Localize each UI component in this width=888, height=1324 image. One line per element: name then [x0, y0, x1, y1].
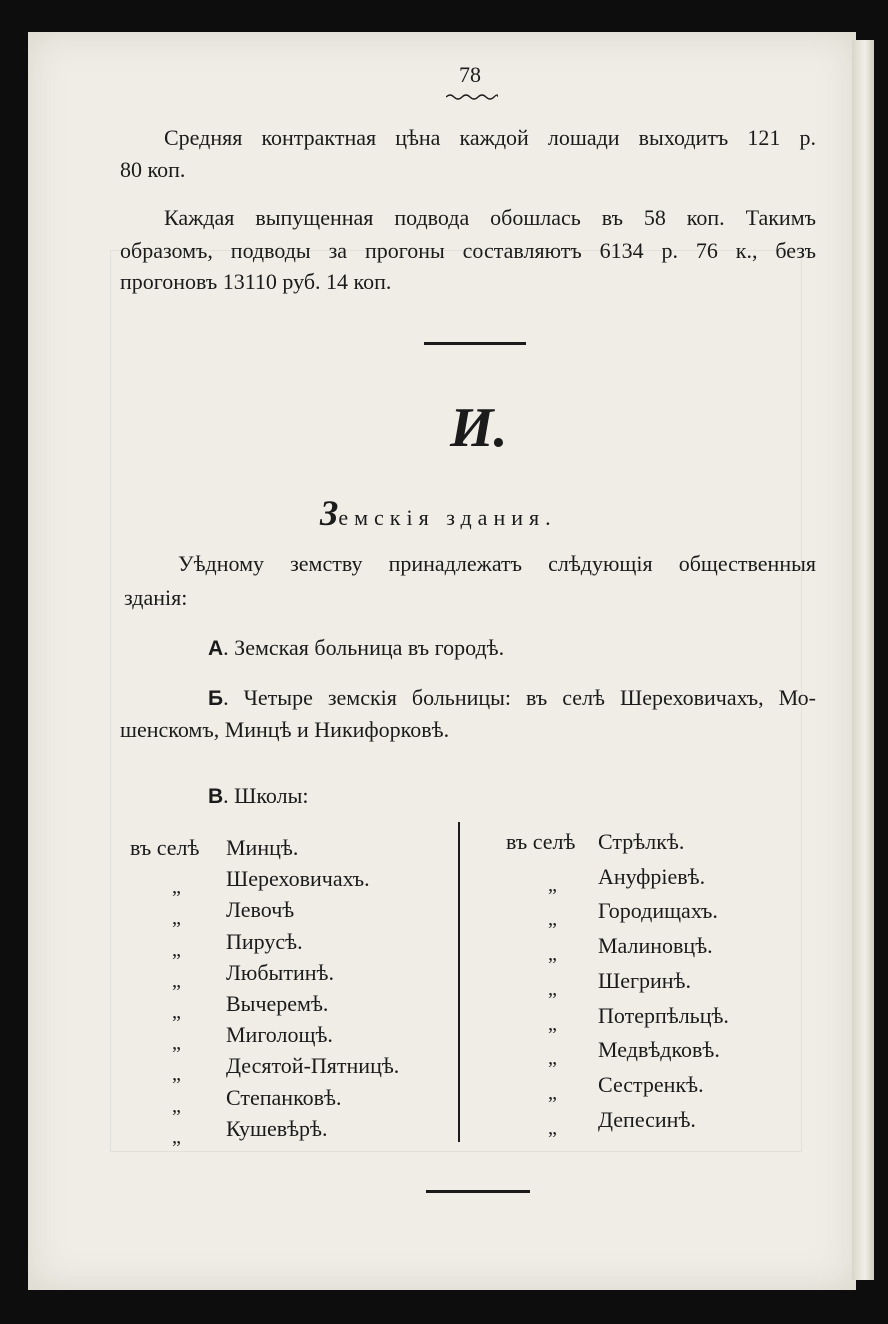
section-title-initial: З: [320, 493, 339, 533]
right-school-4: Малиновцѣ.: [598, 933, 713, 959]
item-a-letter: А: [208, 637, 224, 660]
column-divider: [458, 822, 460, 1142]
left-ditto-mark-4: „: [172, 938, 181, 961]
paragraph-1-line-1: Средняя контрактная цѣна каждой лошади выходитъ 121 р.: [164, 125, 816, 150]
right-school-2: Ануфріевѣ.: [598, 863, 706, 889]
left-school-10: Кушевѣрѣ.: [226, 1115, 328, 1141]
left-school-3: Левочѣ: [226, 897, 295, 923]
intro-line-1: Уѣдному земству принадлежатъ слѣдующія общественныя: [178, 551, 816, 576]
item-b-line-1: Б. Четыре земскія больницы: въ селѣ Шереховичахъ, Мо-: [208, 685, 816, 710]
right-ditto-mark-3: „: [548, 908, 557, 931]
left-ditto-mark-10: „: [172, 1125, 181, 1148]
left-ditto-mark-5: „: [172, 969, 181, 992]
page-edge: [852, 40, 874, 1280]
left-ditto-mark-3: „: [172, 907, 181, 930]
left-school-7: Миголощѣ.: [226, 1022, 333, 1048]
right-school-7: Медвѣдковѣ.: [598, 1037, 720, 1063]
right-school-6: Потерпѣльцѣ.: [598, 1002, 729, 1028]
left-school-1: Минцѣ.: [226, 835, 299, 860]
bottom-divider: [426, 1190, 530, 1193]
page-number: 78: [459, 62, 481, 87]
right-school-3: Городищахъ.: [598, 898, 718, 924]
schools-left-prefix: въ селѣ: [130, 835, 200, 860]
item-a-text: . Земская больница въ городѣ.: [223, 635, 505, 660]
left-school-9: Степанковѣ.: [226, 1084, 342, 1110]
right-ditto-mark-9: „: [548, 1116, 557, 1139]
left-ditto-mark-8: „: [172, 1063, 181, 1086]
item-v-text: . Школы:: [223, 783, 309, 808]
schools-right-prefix: въ селѣ: [506, 829, 576, 854]
paragraph-2-line-2: образомъ, подводы за прогоны составляютъ 6134 р. 76 к., безъ: [120, 238, 816, 263]
section-title: [320, 492, 557, 534]
item-b-line-2: шенскомъ, Минцѣ и Никифорковѣ.: [120, 717, 450, 742]
paragraph-1-line-2: 80 коп.: [120, 157, 186, 182]
right-school-9: Депесинѣ.: [598, 1106, 696, 1132]
right-ditto-mark-6: „: [548, 1012, 557, 1035]
item-b-letter: Б: [208, 687, 224, 710]
right-ditto-mark-2: „: [548, 873, 557, 896]
paragraph-2-line-1: Каждая выпущенная подвода обошлась въ 58 коп. Такимъ: [164, 205, 816, 230]
intro-line-2: зданія:: [124, 585, 188, 610]
right-ditto-mark-7: „: [548, 1047, 557, 1070]
page-number-ornament: [446, 92, 498, 100]
left-school-8: Десятой-Пятницѣ.: [226, 1053, 400, 1079]
left-school-4: Пирусѣ.: [226, 928, 303, 954]
item-v: [208, 782, 309, 811]
right-ditto-mark-4: „: [548, 943, 557, 966]
item-v-letter: В: [208, 785, 224, 808]
left-ditto-mark-2: „: [172, 876, 181, 899]
item-a: [208, 634, 504, 663]
left-ditto-mark-9: „: [172, 1094, 181, 1117]
section-divider: [424, 342, 526, 345]
left-school-5: Любытинѣ.: [226, 959, 334, 985]
section-title-rest: емскія здания.: [338, 505, 557, 530]
right-school-1: Стрѣлкѣ.: [598, 829, 685, 854]
right-ditto-mark-8: „: [548, 1081, 557, 1104]
paragraph-2-line-3: прогоновъ 13110 руб. 14 коп.: [120, 269, 392, 294]
section-letter: И.: [450, 397, 508, 459]
right-school-5: Шегринѣ.: [598, 967, 691, 993]
left-ditto-mark-7: „: [172, 1032, 181, 1055]
right-ditto-mark-5: „: [548, 977, 557, 1000]
left-ditto-mark-6: „: [172, 1001, 181, 1023]
right-school-8: Сестренкѣ.: [598, 1071, 704, 1097]
left-school-2: Шереховичахъ.: [226, 866, 370, 892]
left-school-6: Вычеремѣ.: [226, 991, 329, 1016]
